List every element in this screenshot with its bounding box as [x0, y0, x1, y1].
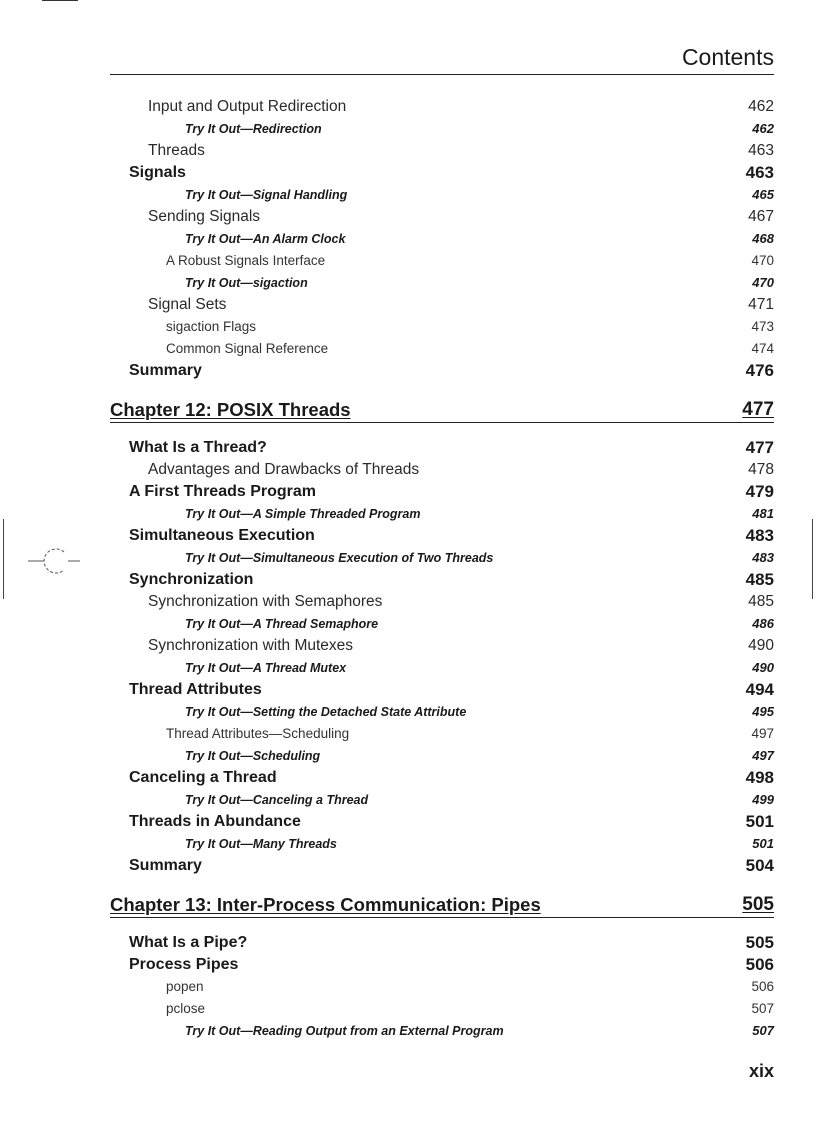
- toc-subsubsection-entry[interactable]: [110, 316, 774, 338]
- toc-entry-page-number: 481: [752, 506, 774, 521]
- toc-entry-page-number: 470: [751, 253, 774, 268]
- toc-entry-title: Try It Out—Reading Output from an External Program: [185, 1024, 504, 1038]
- toc-entry-title: Simultaneous Execution: [129, 527, 315, 544]
- toc-subsection-entry[interactable]: [110, 459, 774, 481]
- toc-entry-page-number: 486: [752, 616, 774, 631]
- page-header-title: Contents: [681, 44, 774, 70]
- toc-entry-title: Try It Out—A Thread Mutex: [185, 661, 347, 675]
- toc-entry-title: Threads in Abundance: [129, 813, 301, 830]
- toc-section-entry[interactable]: [110, 569, 774, 591]
- toc-entry-page-number: 506: [745, 955, 774, 974]
- toc-entry-title: Thread Attributes—Scheduling: [166, 726, 350, 741]
- toc-entry-title: Canceling a Thread: [129, 769, 277, 786]
- toc-chapter-entry[interactable]: [110, 893, 774, 918]
- toc-entry-title: Synchronization with Mutexes: [148, 637, 354, 654]
- toc-entry-page-number: 477: [745, 438, 774, 457]
- toc-section-entry[interactable]: [110, 811, 774, 833]
- toc-entry-page-number: 505: [742, 894, 774, 915]
- toc-entry-page-number: 478: [748, 461, 774, 478]
- toc-entry-title: Try It Out—Simultaneous Execution of Two Threads: [185, 551, 494, 565]
- toc-section-entry[interactable]: [110, 360, 774, 382]
- toc-entry-title: Synchronization with Semaphores: [148, 593, 383, 610]
- toc-entry-title: pclose: [166, 1001, 206, 1016]
- toc-entry-page-number: 483: [745, 526, 774, 545]
- toc-section-entry[interactable]: [110, 525, 774, 547]
- toc-entry-page-number: 501: [752, 836, 774, 851]
- toc-entry-page-number: 505: [745, 933, 774, 952]
- toc-subsubsection-entry[interactable]: [110, 998, 774, 1020]
- toc-entry-title: Thread Attributes: [129, 681, 262, 698]
- toc-entry-title: What Is a Pipe?: [129, 934, 248, 951]
- toc-entry-page-number: 462: [752, 121, 774, 136]
- toc-try-it-out-entry[interactable]: [110, 503, 774, 525]
- toc-section-entry[interactable]: [110, 932, 774, 954]
- toc-entry-title: Chapter 12: POSIX Threads: [110, 399, 351, 420]
- toc-entry-page-number: 465: [752, 187, 774, 202]
- toc-entry-title: Advantages and Drawbacks of Threads: [148, 461, 420, 478]
- toc-subsubsection-entry[interactable]: [110, 723, 774, 745]
- crop-mark-right: [812, 519, 813, 599]
- toc-entry-title: sigaction Flags: [166, 319, 257, 334]
- toc-subsection-entry[interactable]: [110, 140, 774, 162]
- toc-try-it-out-entry[interactable]: [110, 1020, 774, 1042]
- toc-entry-title: Try It Out—sigaction: [185, 276, 308, 290]
- toc-subsubsection-entry[interactable]: [110, 976, 774, 998]
- toc-entry-title: Try It Out—A Thread Semaphore: [185, 617, 379, 631]
- toc-entry-title: Input and Output Redirection: [148, 98, 347, 115]
- toc-entry-page-number: 463: [745, 163, 774, 182]
- toc-entry-title: Threads: [148, 142, 205, 159]
- toc-section-entry[interactable]: [110, 855, 774, 877]
- toc-entry-title: Try It Out—Redirection: [185, 122, 322, 136]
- toc-entry-title: Try It Out—Canceling a Thread: [185, 793, 369, 807]
- toc-entry-page-number: 504: [745, 856, 774, 875]
- header-rule: [110, 74, 774, 75]
- toc-entry-title: Chapter 13: Inter-Process Communication: Pipes: [110, 894, 541, 915]
- crop-mark-top: [42, 0, 78, 1]
- registration-mark-icon: [28, 546, 84, 576]
- toc-entry-title: Signal Sets: [148, 296, 227, 313]
- toc-entry-title: popen: [166, 979, 204, 994]
- toc-entry-page-number: 462: [748, 98, 774, 115]
- toc-try-it-out-entry[interactable]: [110, 547, 774, 569]
- toc-section-entry[interactable]: [110, 162, 774, 184]
- toc-try-it-out-entry[interactable]: [110, 272, 774, 294]
- toc-chapter-entry[interactable]: [110, 398, 774, 423]
- toc-entry-title: Try It Out—An Alarm Clock: [185, 232, 346, 246]
- toc-list: [110, 96, 774, 1042]
- toc-entry-page-number: 494: [745, 680, 774, 699]
- toc-try-it-out-entry[interactable]: [110, 745, 774, 767]
- toc-subsection-entry[interactable]: [110, 96, 774, 118]
- toc-try-it-out-entry[interactable]: [110, 613, 774, 635]
- toc-entry-page-number: 490: [752, 660, 774, 675]
- toc-entry-page-number: 477: [742, 399, 774, 420]
- toc-subsection-entry[interactable]: [110, 206, 774, 228]
- toc-entry-page-number: 483: [752, 550, 774, 565]
- toc-entry-page-number: 507: [752, 1023, 774, 1038]
- toc-subsubsection-entry[interactable]: [110, 250, 774, 272]
- toc-entry-page-number: 501: [745, 812, 774, 831]
- toc-entry-page-number: 506: [751, 979, 774, 994]
- toc-subsection-entry[interactable]: [110, 635, 774, 657]
- toc-entry-title: Try It Out—Scheduling: [185, 749, 321, 763]
- toc-entry-page-number: 507: [751, 1001, 774, 1016]
- toc-section-entry[interactable]: [110, 679, 774, 701]
- toc-entry-title: A First Threads Program: [129, 483, 317, 500]
- toc-entry-page-number: 471: [748, 296, 774, 313]
- toc-entry-page-number: 498: [745, 768, 774, 787]
- toc-entry-page-number: 474: [751, 341, 774, 356]
- toc-entry-page-number: 473: [751, 319, 774, 334]
- toc-entry-page-number: 470: [752, 275, 774, 290]
- toc-entry-title: Synchronization: [129, 571, 254, 588]
- toc-entry-page-number: 497: [751, 726, 774, 741]
- toc-try-it-out-entry[interactable]: [110, 118, 774, 140]
- toc-entry-page-number: 497: [752, 748, 774, 763]
- toc-entry-page-number: 476: [745, 361, 774, 380]
- toc-entry-title: Common Signal Reference: [166, 341, 329, 356]
- toc-entry-page-number: 485: [748, 593, 774, 610]
- toc-try-it-out-entry[interactable]: [110, 657, 774, 679]
- toc-subsubsection-entry[interactable]: [110, 338, 774, 360]
- toc-section-entry[interactable]: [110, 437, 774, 459]
- toc-entry-page-number: 468: [752, 231, 774, 246]
- toc-entry-page-number: 499: [752, 792, 774, 807]
- crop-mark-left: [3, 519, 4, 599]
- toc-entry-title: Sending Signals: [148, 208, 261, 225]
- toc-try-it-out-entry[interactable]: [110, 789, 774, 811]
- toc-try-it-out-entry[interactable]: [110, 184, 774, 206]
- toc-entry-page-number: 467: [748, 208, 774, 225]
- toc-entry-page-number: 495: [752, 704, 774, 719]
- toc-entry-page-number: 479: [745, 482, 774, 501]
- toc-subsection-entry[interactable]: [110, 591, 774, 613]
- toc-entry-title: Try It Out—Signal Handling: [185, 188, 348, 202]
- toc-subsection-entry[interactable]: [110, 294, 774, 316]
- toc-try-it-out-entry[interactable]: [110, 833, 774, 855]
- toc-entry-title: Try It Out—Setting the Detached State Attribute: [185, 705, 467, 719]
- toc-entry-title: A Robust Signals Interface: [166, 253, 326, 268]
- toc-entry-page-number: 463: [748, 142, 774, 159]
- toc-entry-page-number: 485: [745, 570, 774, 589]
- page-number: xix: [748, 1061, 774, 1081]
- toc-entry-title: Try It Out—A Simple Threaded Program: [185, 507, 421, 521]
- toc-entry-title: Summary: [129, 857, 202, 874]
- toc-try-it-out-entry[interactable]: [110, 228, 774, 250]
- toc-entry-title: Signals: [129, 164, 186, 181]
- toc-section-entry[interactable]: [110, 767, 774, 789]
- toc-section-entry[interactable]: [110, 954, 774, 976]
- toc-entry-title: What Is a Thread?: [129, 439, 267, 456]
- toc-entry-title: Process Pipes: [129, 956, 239, 973]
- toc-entry-title: Summary: [129, 362, 202, 379]
- toc-section-entry[interactable]: [110, 481, 774, 503]
- toc-entry-title: Try It Out—Many Threads: [185, 837, 337, 851]
- toc-entry-page-number: 490: [748, 637, 774, 654]
- toc-try-it-out-entry[interactable]: [110, 701, 774, 723]
